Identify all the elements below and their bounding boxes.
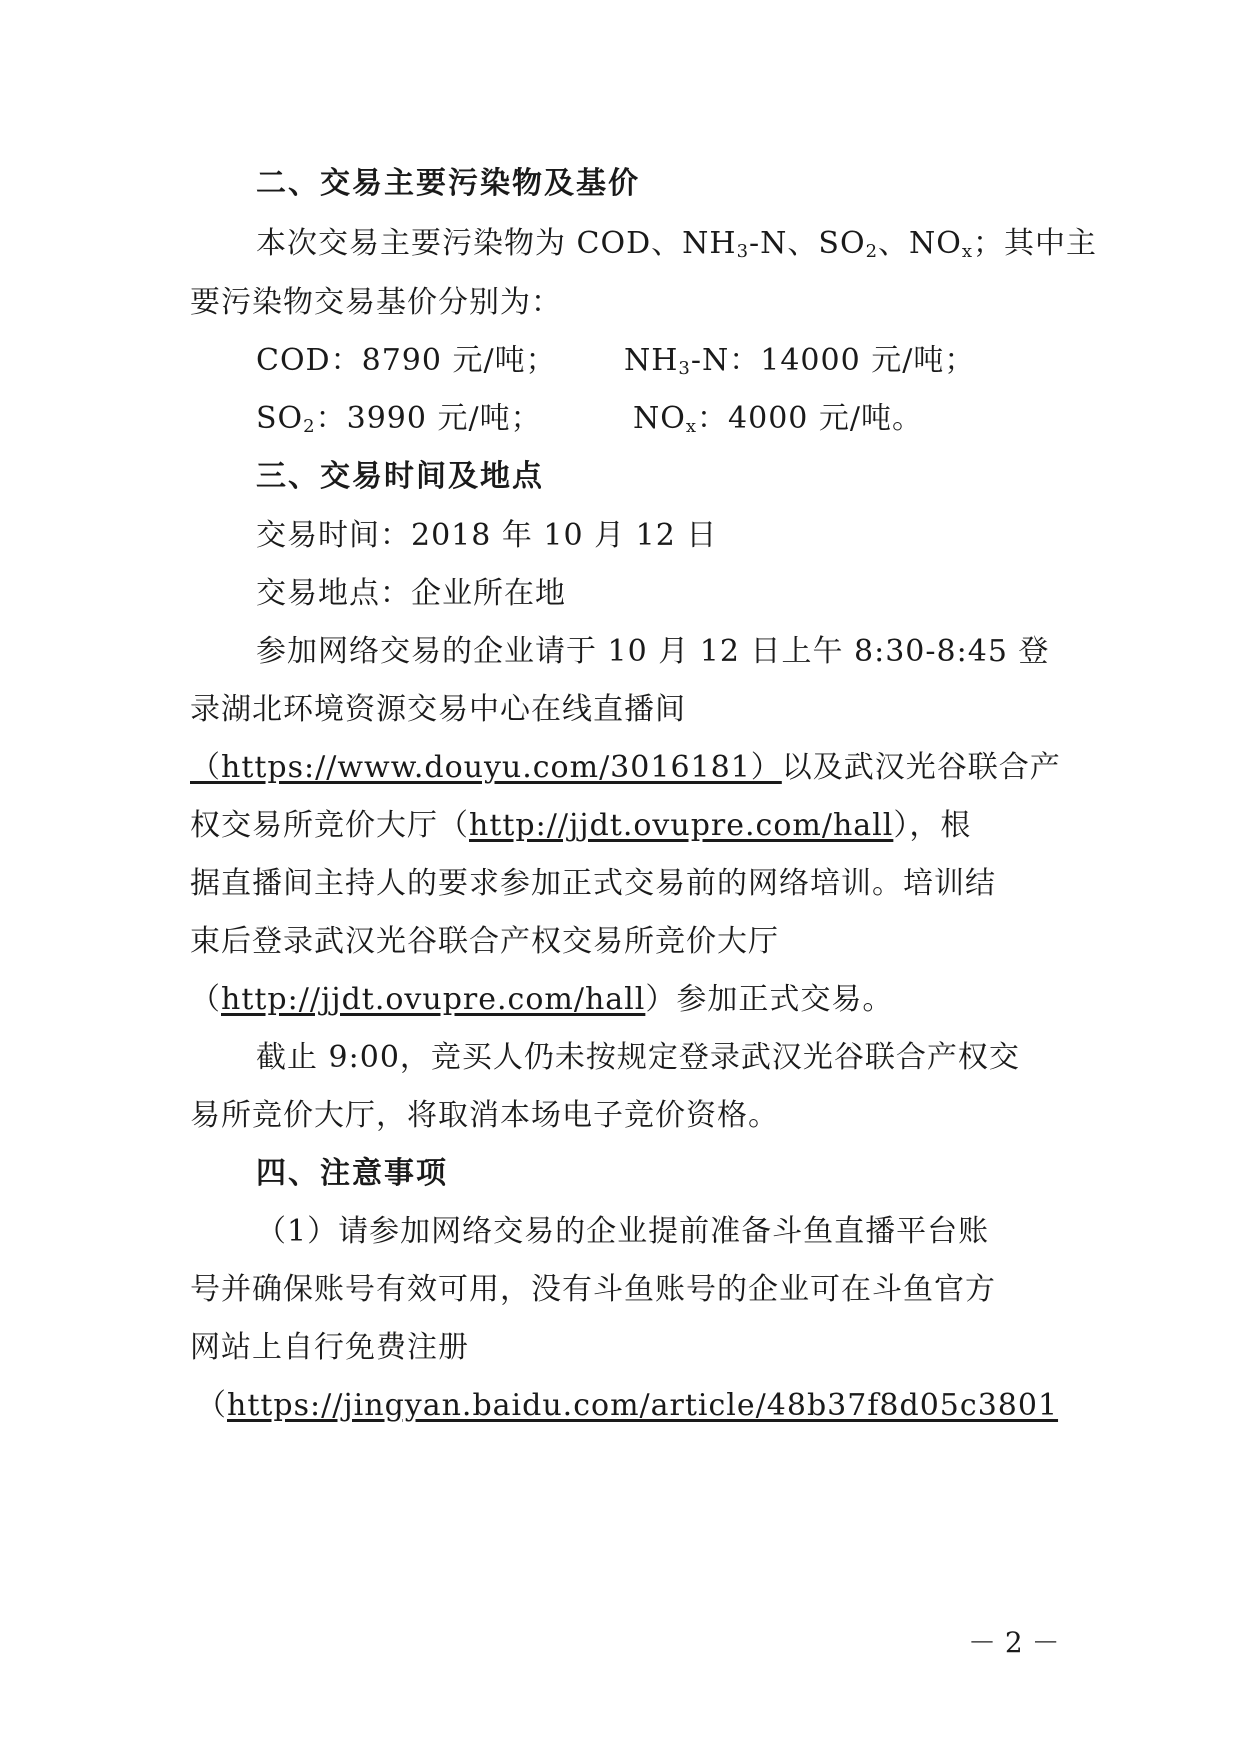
section-heading-notes: 四、注意事项 — [256, 1156, 448, 1191]
text-run: ；其中主 — [973, 226, 1098, 261]
paragraph-line — [190, 748, 1061, 788]
paragraph-line: 号并确保账号有效可用，没有斗鱼账号的企业可在斗鱼官方 — [190, 1272, 996, 1307]
douyu-link[interactable]: （https://www.douyu.com/3016181） — [190, 750, 782, 785]
paragraph-line: 束后登录武汉光谷联合产权交易所竞价大厅 — [190, 924, 779, 959]
so2-price — [256, 399, 542, 439]
cod-price: COD：8790 元/吨； — [256, 343, 557, 378]
text-run: ），根 — [893, 808, 972, 843]
subscript: 3 — [678, 358, 691, 379]
text-run: 本次交易主要污染物为 COD、NH — [256, 226, 737, 261]
trade-place: 交易地点：企业所在地 — [256, 576, 566, 611]
text-run: -N：14000 元/吨； — [690, 343, 976, 378]
trade-time: 交易时间：2018 年 10 月 12 日 — [256, 518, 718, 553]
nh3n-price — [624, 341, 975, 381]
paragraph-line: 参加网络交易的企业请于 10 月 12 日上午 8:30-8:45 登 — [256, 634, 1050, 669]
paragraph-line: 据直播间主持人的要求参加正式交易前的网络培训。培训结 — [190, 866, 996, 901]
text-run: 权交易所竞价大厅（ — [190, 808, 469, 843]
baidu-guide-link[interactable]: https://jingyan.baidu.com/article/48b37f8d05c3801 — [227, 1388, 1059, 1423]
nox-price — [633, 399, 923, 439]
paragraph-line: 易所竞价大厅，将取消本场电子竞价资格。 — [190, 1098, 779, 1133]
paragraph-line: 录湖北环境资源交易中心在线直播间 — [190, 692, 686, 727]
text-run: ：4000 元/吨。 — [697, 401, 924, 436]
subscript: 2 — [865, 241, 879, 262]
paragraph-line: （1）请参加网络交易的企业提前准备斗鱼直播平台账 — [256, 1214, 990, 1249]
text-run: SO — [256, 401, 304, 436]
subscript: 3 — [736, 241, 750, 262]
text-run: ：3990 元/吨； — [315, 401, 542, 436]
paragraph-line: 网站上自行免费注册 — [190, 1330, 469, 1365]
subscript: x — [961, 241, 974, 262]
text-run: NH — [624, 343, 679, 378]
text-run: NO — [633, 401, 686, 436]
text-run: ）参加正式交易。 — [645, 982, 894, 1017]
section-heading-pollutants: 二、交易主要污染物及基价 — [256, 166, 640, 201]
text-run: （ — [196, 1388, 227, 1423]
subscript: 2 — [303, 416, 316, 437]
pollutants-intro-line-2: 要污染物交易基价分别为： — [190, 285, 562, 320]
auction-hall-link[interactable]: http://jjdt.ovupre.com/hall — [469, 808, 894, 843]
section-heading-time-place: 三、交易时间及地点 — [256, 459, 544, 494]
pollutants-intro-line-1 — [256, 224, 1097, 264]
text-run: （ — [190, 982, 221, 1017]
text-run: 以及武汉光谷联合产 — [781, 750, 1061, 785]
page-number: － 2 － — [968, 1626, 1060, 1659]
text-run: 、NO — [878, 226, 962, 261]
subscript: x — [685, 416, 698, 437]
paragraph-line — [196, 1386, 1058, 1426]
paragraph-line: 截止 9:00，竞买人仍未按规定登录武汉光谷联合产权交 — [256, 1040, 1020, 1075]
paragraph-line — [190, 980, 893, 1020]
paragraph-line — [190, 806, 971, 846]
text-run: -N、SO — [749, 226, 866, 261]
auction-hall-link[interactable]: http://jjdt.ovupre.com/hall — [221, 982, 646, 1017]
